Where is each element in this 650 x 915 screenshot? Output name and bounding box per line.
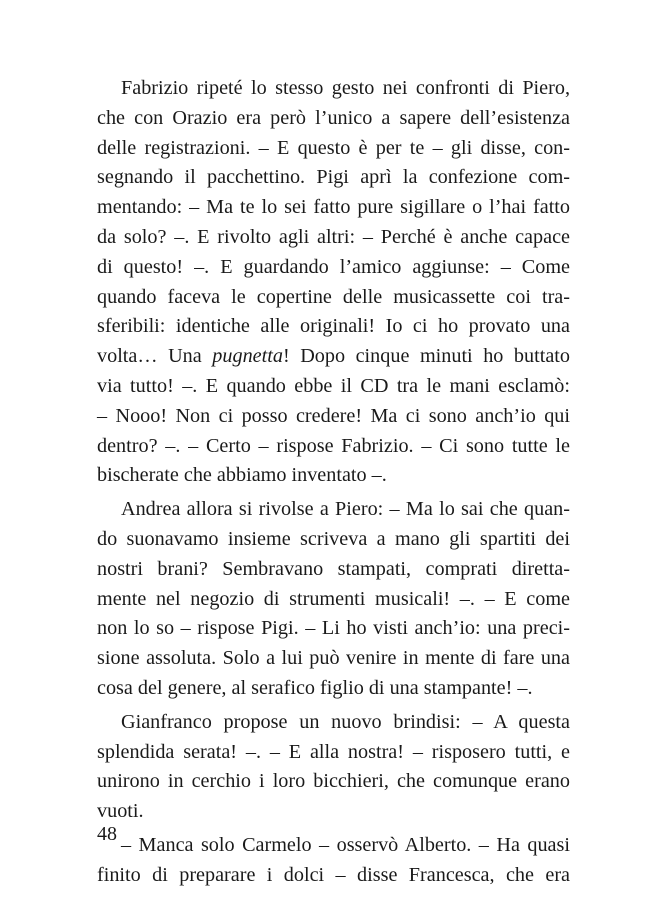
text-line: finito di preparare i dolci – disse Francesca, che era bbox=[97, 863, 570, 886]
text-line: da solo? –. E rivolto agli altri: – Perché è anche capace bbox=[97, 225, 570, 248]
body-text bbox=[97, 74, 570, 891]
text-line: Gianfranco propose un nuovo brindisi: – A questa bbox=[121, 710, 570, 733]
text-line: Andrea allora si rivolse a Piero: – Ma lo sai che quan- bbox=[121, 498, 570, 521]
paragraph bbox=[97, 831, 570, 891]
text-line: Fabrizio ripeté lo stesso gesto nei confronti di Piero, bbox=[121, 77, 570, 99]
text-line: mente nel negozio di strumenti musicali! –. – E come bbox=[97, 587, 570, 610]
page-number: 48 bbox=[97, 823, 117, 845]
paragraph bbox=[97, 495, 570, 704]
text-line: segnando il pacchettino. Pigi aprì la confezione com- bbox=[97, 166, 570, 189]
text-line: delle registrazioni. – E questo è per te – gli disse, con- bbox=[97, 136, 570, 159]
text-line: nostri brani? Sembravano stampati, comprati diretta- bbox=[97, 557, 570, 580]
text-run: ! Dopo cinque minuti ho buttato bbox=[282, 345, 571, 368]
text-line: dentro? –. – Certo – rispose Fabrizio. – Ci sono tutte le bbox=[97, 434, 570, 457]
text-line: bischerate che abbiamo inventato –. bbox=[97, 464, 387, 487]
text-line: di questo! –. E guardando l’amico aggiunse: – Come bbox=[97, 255, 570, 278]
text-line: mentando: – Ma te lo sei fatto pure sigillare o l’hai fatto bbox=[97, 196, 570, 219]
paragraph bbox=[97, 74, 570, 491]
text-line: che con Orazio era però l’unico a sapere dell’esistenza bbox=[97, 106, 570, 129]
text-line: sferibili: identiche alle originali! Io ci ho provato una bbox=[97, 315, 570, 338]
text-line bbox=[97, 342, 570, 372]
text-line: do suonavamo insieme scriveva a mano gli spartiti dei bbox=[97, 527, 570, 550]
text-run: volta… Una bbox=[97, 345, 213, 368]
text-line: sione assoluta. Solo a lui può venire in mente di fare una bbox=[97, 647, 570, 670]
text-line: quando faceva le copertine delle musicassette coi tra- bbox=[97, 285, 570, 308]
text-line: cosa del genere, al serafico figlio di una stampante! –. bbox=[97, 676, 533, 699]
text-line: – Manca solo Carmelo – osservò Alberto. – Ha quasi bbox=[121, 833, 570, 856]
text-line: splendida serata! –. – E alla nostra! – risposero tutti, e bbox=[97, 740, 570, 763]
text-line: – Nooo! Non ci posso credere! Ma ci sono anch’io qui bbox=[97, 404, 570, 427]
paragraph bbox=[97, 708, 570, 827]
text-line: non lo so – rispose Pigi. – Li ho visti anch’io: una preci- bbox=[97, 617, 570, 640]
text-line: vuoti. bbox=[97, 800, 144, 823]
italic-word: pugnetta bbox=[212, 345, 283, 368]
text-line: unirono in cerchio i loro bicchieri, che comunque erano bbox=[97, 770, 570, 793]
text-line: via tutto! –. E quando ebbe il CD tra le mani esclamò: bbox=[97, 374, 570, 397]
